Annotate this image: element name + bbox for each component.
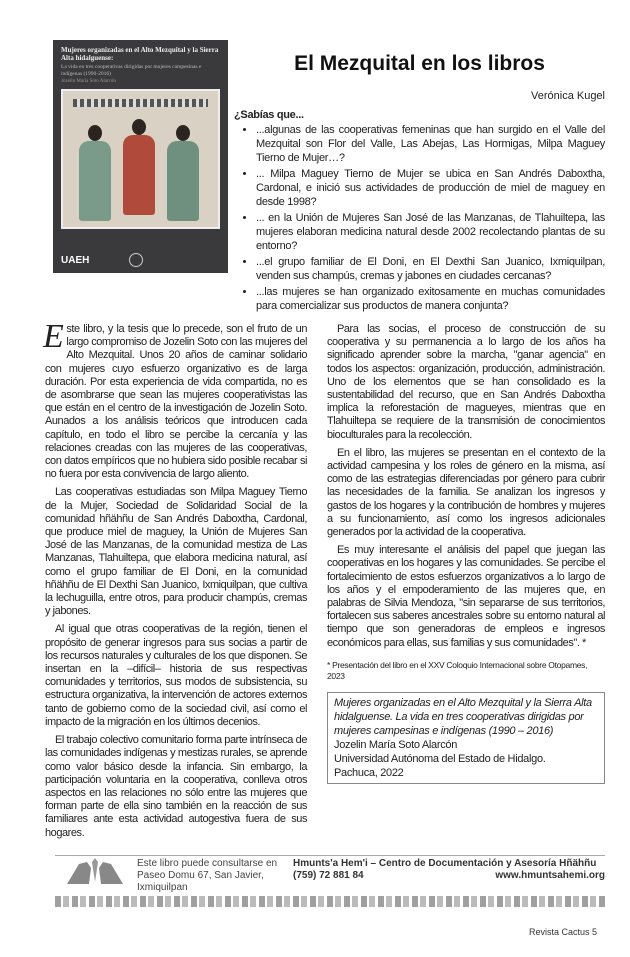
publisher-logo: UAEH xyxy=(61,254,90,266)
reference-publisher: Universidad Autónoma del Estado de Hidalgo. xyxy=(334,752,546,765)
footer-availability xyxy=(137,858,293,894)
list-item: • ...las mujeres se han organizado exitosamente en muchas comunidades para comercializar sus productos de manera conjunta? xyxy=(256,285,605,313)
figure-woman xyxy=(165,125,201,221)
left-column xyxy=(43,318,307,845)
drop-cap: E xyxy=(43,318,64,355)
paragraph: Para las socias, el proceso de construcción de su cooperativa y su permanencia a lo largo de los años ha significado aprender sobre la marcha, "ganar agencia" en todos los aspectos: organización, producción, administración. Uno de los elementos que se han consolidado es la sustentabilidad del recurso, que en San Andrés Daboxtha implica la reforestación de magueyes, mientras que en Tlahuiltepa se requiere de la transmisión de conocimientos bioculturales para la recolección. xyxy=(327,323,605,441)
body-columns xyxy=(43,318,605,845)
book-reference-box xyxy=(327,692,605,784)
cover-subtitle: La vida en tres cooperativas dirigidas por mujeres campesinas e indígenas (1990-2016) xyxy=(61,64,202,77)
list-item: • ... Milpa Maguey Tierno de Mujer se ubica en San Andrés Daboxtha, Cardonal, e inició sus actividades de producción de miel de maguey en desde 1998? xyxy=(256,167,605,209)
footer-org xyxy=(293,858,605,882)
reference-place-year: Pachuca, 2022 xyxy=(334,766,404,779)
paragraph: Las cooperativas estudiadas son Milpa Maguey Tierno de la Mujer, Sociedad de Solidaridad Social de la comunidad hñähñu de San Andrés Daboxtha, Cardonal, que produce miel de maguey, la Unión de Mujeres San José de las Manzanas, de la comunidad mestiza de Las Manzanas, Tlahuiltepa, que elabora medicina natural, así como el grupo familiar de El Doni, en la comunidad hñähñu de El Dexthi San Juanico, Ixmiquilpan, que cultiva la lechuguilla, entre otros, para producir champús, cremas y jabones. xyxy=(45,486,307,618)
reference-title: Mujeres organizadas en el Alto Mezquital y la Sierra Alta hidalguense. La vida en tres cooperativas dirigidas por mujeres campesinas e indígenas (1990 – 2016) xyxy=(334,696,592,737)
org-name: Hmunts'a Hem'i – Centro de Documentación y Asesoría Hñähñu xyxy=(293,857,597,869)
birds-logo-icon xyxy=(65,858,125,884)
seal-icon xyxy=(129,253,143,267)
article-title: El Mezquital en los libros xyxy=(294,52,545,75)
cover-author: Jozelin María Soto Alarcón xyxy=(61,79,116,84)
list-item: • ... en la Unión de Mujeres San José de las Manzanas, de Tlahuiltepa, las mujeres elaboran medicina natural desde 2002 recolectando plantas de su entorno? xyxy=(256,211,605,253)
did-you-know-section xyxy=(234,108,605,313)
did-you-know-heading: ¿Sabías que... xyxy=(234,109,304,121)
article-author: Verónica Kugel xyxy=(531,90,605,102)
decorative-border xyxy=(55,896,605,907)
article-header xyxy=(234,40,605,315)
cover-logos xyxy=(61,249,220,267)
paragraph: ste libro, y la tesis que lo precede, son el fruto de un largo compromiso de Jozelin Soto con las mujeres del Alto Mezquital. Unos 20 años de caminar solidario con mujeres cuyo esfuerzo organizativo es de larga duración. Por esta experiencia de vida compartida, no es de asombrarse que sean las mujeres cooperativistas las que están en el centro de la investigación de Jozelin Soto. Aunados a los análisis teóricos que introducen cada capítulo, en todo el libro se percibe la cercanía y las relaciones creadas con las mujeres de las cooperativas, con datos empíricos que no hubiera sido posible recabar si no fuera por esta convivencia de largo aliento. xyxy=(45,323,307,481)
book-cover xyxy=(53,40,228,273)
paragraph: En el libro, las mujeres se presentan en el contexto de la actividad campesina y los roles de género en la misma, así como de las estrategias diferenciadas por género para cubrir las necesidades de la familia. Se analizan los ingresos y gastos de los hogares y la contribución de hombres y mujeres a su funcionamiento, así como los ingresos adicionales generados por la actividad de la cooperativa. xyxy=(327,446,605,539)
decorative-band xyxy=(73,99,208,107)
paragraph: El trabajo colectivo comunitario forma parte intrínseca de las comunidades indígenas y mestizas rurales, se aprende como valor básico desde la infancia. Sin embargo, la participación voluntaria en la cooperativa, conlleva otros aspectos en las relaciones no sólo entre las mujeres que forman parte de ella sino también en la reacción de sus familiares ante esta actividad autogestiva fuera de sus hogares. xyxy=(45,734,307,839)
org-website: www.hmuntsahemi.org xyxy=(495,869,605,881)
org-phone: (759) 72 881 84 xyxy=(293,869,364,881)
paragraph: Es muy interesante el análisis del papel que juegan las cooperativas en los hogares y las comunidades. Se percibe el fortalecimiento de estos esfuerzos organizativos a lo largo de los años y el empoderamiento de las mujeres que, en palabras de Silvia Mendoza, "sin separarse de sus territorios, fortalecen sus saberes ancestrales sobre su entorno natural al tiempo que son generadoras de empleos e ingresos económicos para ellas, sus familias y sus comunidades". * xyxy=(327,544,605,649)
figure-woman xyxy=(77,125,113,221)
top-section xyxy=(45,40,605,315)
cover-illustration xyxy=(61,89,220,229)
page-number: Revista Cactus 5 xyxy=(528,926,597,937)
footer-address: Paseo Domu 67, San Javier, Ixmiquilpan xyxy=(137,869,264,893)
cover-title: Mujeres organizadas en el Alto Mezquital y la Sierra Alta hidalguense: xyxy=(61,46,219,62)
footer-line: Este libro puede consultarse en xyxy=(137,857,278,869)
list-item: • ...el grupo familiar de El Doni, en El Dexthi San Juanico, Ixmiquilpan, venden sus champús, cremas y jabones en ciudades cercanas? xyxy=(256,255,605,283)
paragraph: Al igual que otras cooperativas de la región, tienen el propósito de generar ingresos para sus socias a partir de los recursos naturales y culturales de los que disponen. Se insertan en la –difícil– historia de sus respectivas comunidades y territorios, sus modos de subsistencia, su estructura organizativa, la intervención de actores externos tanto de gobierno como de la sociedad civil, así como el impacto de la migración en los últimos decenios. xyxy=(45,623,307,728)
footnote: * Presentación del libro en el XXV Coloquio Internacional sobre Otopames, 2023 xyxy=(327,659,588,681)
list-item: • ...algunas de las cooperativas femeninas que han surgido en el Valle del Mezquital son Flor del Valle, Las Abejas, Las Hormigas, Milpa Maguey Tierno de Mujer…? xyxy=(256,123,605,165)
reference-author: Jozelin María Soto Alarcón xyxy=(334,738,458,751)
right-column xyxy=(327,323,605,845)
figure-woman xyxy=(121,119,157,215)
footer-banner xyxy=(55,855,605,894)
